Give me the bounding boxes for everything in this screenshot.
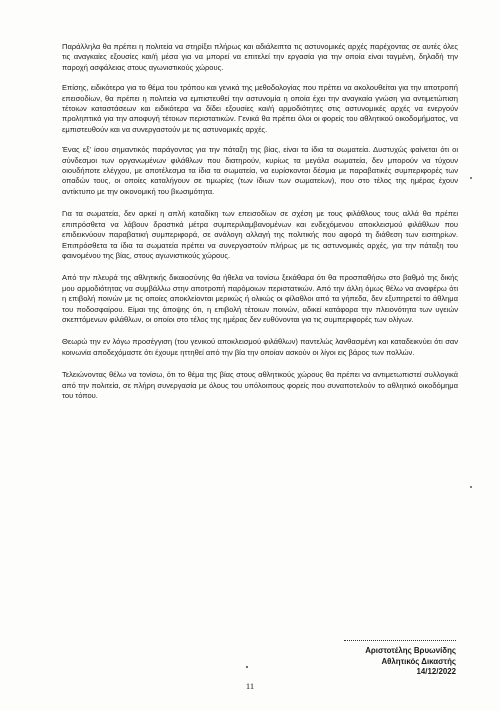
scan-speck [470,177,472,179]
scan-speck [470,486,472,488]
signature-date: 14/12/2022 [416,667,456,677]
paragraph-3: Ένας εξ' ίσου σημαντικός παράγοντας για την πάταξη της βίας, είναι τα ίδια τα σωματεία. Δυστυχώς φαίνεται ότι οι σύνδεσμοι των οργανωμένων φιλάθλων που διατηρούν, κυρίως τα μεγάλα σωματεία, δεν μπορούν να τύχουν οιουδήποτε ελέγχου, με αποτέλεσμα τα ίδια τα σωματεία, να ευρίσκονται δέσμια με παραβατικές συμπεριφορές των οπαδών τους, οι οποίες καταλήγουν σε τιμωρίες (των ίδιων των σωματείων), που στο τέλος της ημέρας έχουν αντίκτυπο με την οικονομική του βιωσιμότητα. [62,145,458,196]
paragraph-2: Επίσης, ειδικότερα για το θέμα του τρόπου και γενικά της μεθοδολογίας που πρέπει να ακολουθείται για την αποτροπή επεισοδίων, θα πρέπει η πολιτεία να εμπιστευθεί την αστυνομία η οποία έχει την αναγκαία γνώση για αντιμετώπιση τέτοιων καταστάσεων και ειδικότερα να δίδει εξουσίες και/ή αρμοδιότητες στις αστυνομικές αρχές να ενεργούν προληπτικά για την αποφυγή τέτοιων περιστατικών. Γενικά θα πρέπει όλοι οι φορείς του αθλητικού οικοδομήματος, να εμπιστευθούν και να συνεργαστούν με τις αστυνομικές αρχές. [62,83,458,134]
scan-speck [246,666,248,668]
document-body [62,42,458,413]
paragraph-7: Τελειώνοντας θέλω να τονίσω, ότι το θέμα της βίας στους αθλητικούς χώρους θα πρέπει να αντιμετωπιστεί συλλογικά από την πολιτεία, σε πλήρη συνεργασία με όλους του υπόλοιπους φορείς που συναποτελούν το αθλητικό οικοδόμημα του τόπου. [62,370,458,400]
signature-block [330,646,456,678]
paragraph-1: Παράλληλα θα πρέπει η πολιτεία να στηρίξει πλήρως και αδιάλειπτα τις αστυνομικές αρχές παρέχοντας σε αυτές όλες τις αναγκαίες εξουσίες και/ή μέσα για να μπορεί να επιτελεί την εργασία για την οποία είναι ταγμένη, δηλαδή την παροχή ασφάλειας στους αγωνιστικούς χώρους. [62,42,458,72]
signatory-title: Αθλητικός Δικαστής [381,656,456,666]
paragraph-4: Για τα σωματεία, δεν αρκεί η απλή καταδίκη των επεισοδίων σε σχέση με τους φιλάθλους τους αλλά θα πρέπει επιπρόσθετα να λάβουν δραστικά μέτρα συμπεριλαμβανομένων και ενδεχόμενου αποκλεισμού φιλάθλων που επιδεικνύουν παραβατική συμπεριφορά, σε ανάλογη αλλαγή της πολιτικής που αφορά τη διάθεση των εισιτηρίων. Επιπρόσθετα τα ίδια τα σωματεία πρέπει να συνεργαστούν πλήρως με τις αστυνομικές αρχές, για την πάταξη του φαινομένου της βίας, στους αγωνιστικούς χώρους. [62,209,458,260]
signature-line [344,640,456,641]
page-number: 11 [245,681,255,691]
paragraph-5: Από την πλευρά της αθλητικής δικαιοσύνης θα ήθελα να τονίσω ξεκάθαρα ότι θα προσπαθήσω στο βαθμό της δικής μου αρμοδιότητας να συμβάλλω στην αποτροπή παρόμοιων περιστατικών. Από την άλλη όμως θέλω να αναφέρω ότι η επιβολή ποινών με τις οποίες αποκλείονται μερικώς ή ολικώς οι φίλαθλοι από τα γήπεδα, δεν εξυπηρετεί το άθλημα του ποδοσφαίρου. Είμαι της άποψης ότι, η επιβολή τέτοιων ποινών, αδικεί κατάφορα την πλειονότητα των υγειών σκεπτόμενων φιλάθλων, οι οποίοι στο τέλος της ημέρας δεν ευθύνονται για τις συμπεριφορές των ολίγων. [62,273,458,324]
paragraph-6: Θεωρώ την εν λόγω προσέγγιση (του γενικού αποκλεισμού φιλάθλων) παντελώς λανθασμένη και καταδεικνύει ότι σαν κοινωνία αποδεχόμαστε ότι έχουμε ηττηθεί από την βία την οποίαν ασκούν οι λίγοι εις βάρος των πολλών. [62,337,458,357]
signatory-name: Αριστοτέλης Βρυωνίδης [365,646,456,655]
